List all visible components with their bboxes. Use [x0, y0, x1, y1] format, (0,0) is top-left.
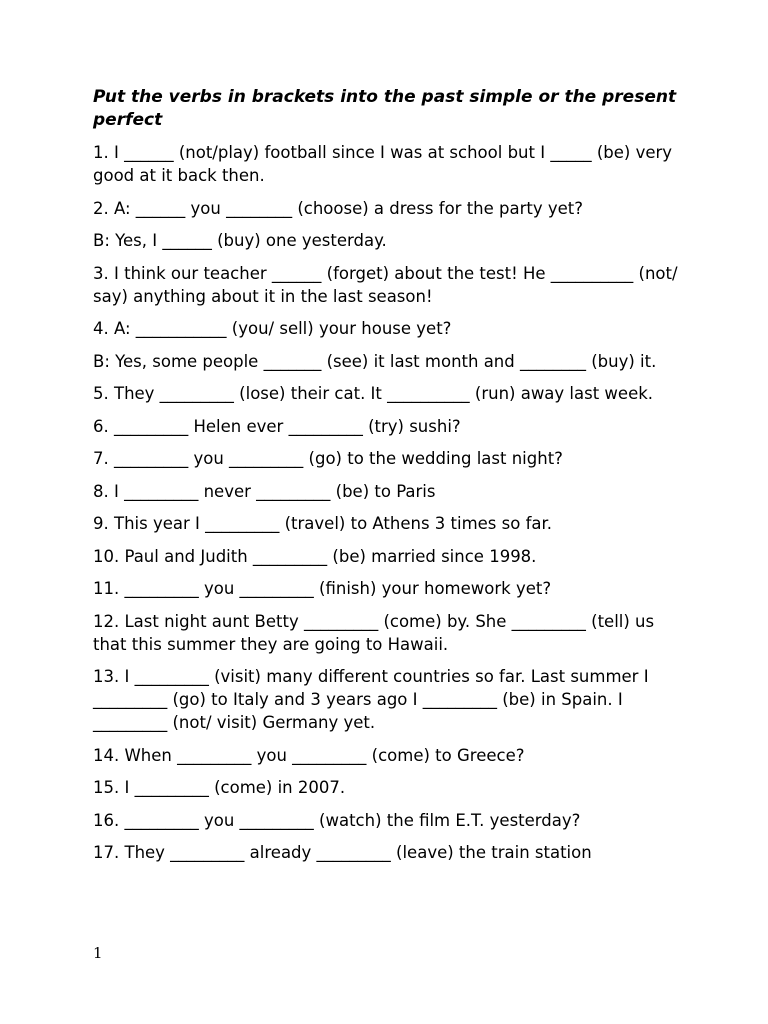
exercise-item: 16. _________ you _________ (watch) the film E.T. yesterday?: [93, 810, 581, 830]
exercise-item: 17. They _________ already _________ (leave) the train station: [93, 843, 592, 862]
exercise-item: 15. I _________ (come) in 2007.: [93, 778, 346, 797]
exercise-item: 11. _________ you _________ (finish) your homework yet?: [93, 579, 552, 598]
exercise-list: [93, 141, 683, 864]
exercise-item: 13. I _________ (visit) many different countries so far. Last summer I _________ (go) to Italy and 3 years ago I _________ (be) in Spain. I _________ (not/ visit) Germany yet.: [93, 667, 654, 732]
exercise-item: 7. _________ you _________ (go) to the wedding last night?: [93, 449, 563, 468]
worksheet-title: Put the verbs in brackets into the past simple or the present perfect: [93, 87, 677, 130]
exercise-item: 9. This year I _________ (travel) to Athens 3 times so far.: [93, 514, 553, 533]
worksheet-page: [93, 86, 683, 874]
exercise-item: B: Yes, I ______ (buy) one yesterday.: [93, 231, 387, 250]
exercise-item: 14. When _________ you _________ (come) to Greece?: [93, 745, 525, 765]
exercise-item: 6. _________ Helen ever _________ (try) sushi?: [93, 416, 461, 436]
exercise-item: 1. I ______ (not/play) football since I was at school but I _____ (be) very good at it back then.: [93, 143, 678, 185]
exercise-item: 2. A: ______ you ________ (choose) a dress for the party yet?: [93, 198, 584, 218]
exercise-item: 3. I think our teacher ______ (forget) about the test! He __________ (not/ say) anything about it in the last season!: [93, 263, 683, 306]
exercise-item: 8. I _________ never _________ (be) to Paris: [93, 481, 436, 501]
exercise-item: 12. Last night aunt Betty _________ (come) by. She _________ (tell) us that this summer they are going to Hawaii.: [93, 611, 660, 654]
exercise-item: 5. They _________ (lose) their cat. It __________ (run) away last week.: [93, 384, 654, 403]
exercise-item: B: Yes, some people _______ (see) it last month and ________ (buy) it.: [93, 351, 657, 371]
page-number: 1: [93, 944, 103, 962]
exercise-item: 10. Paul and Judith _________ (be) married since 1998.: [93, 546, 537, 566]
exercise-item: 4. A: ___________ (you/ sell) your house yet?: [93, 319, 452, 338]
